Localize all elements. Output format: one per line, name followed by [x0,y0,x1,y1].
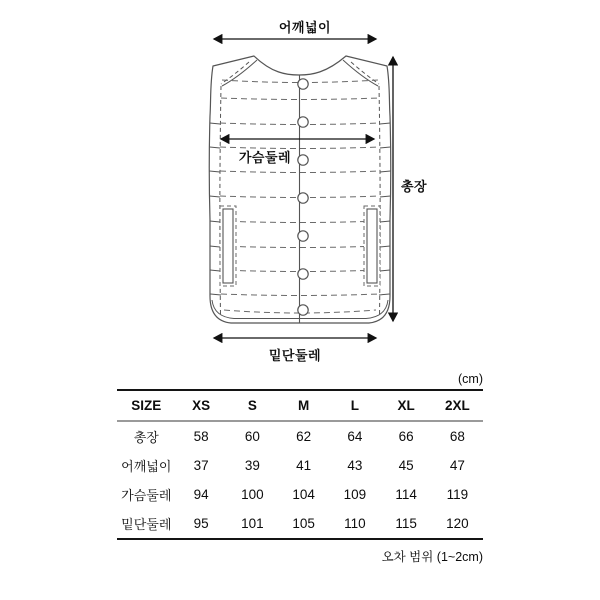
cell-value: 41 [296,458,312,473]
cell-value: 100 [241,487,264,502]
cell-value: 105 [292,516,315,531]
cell-value: 37 [193,458,209,473]
col-header-2xl: 2XL [432,390,483,421]
cell-value: 119 [446,487,469,502]
row-label: 어깨넓이 [121,459,172,474]
total-length-label: 총장 [401,179,428,194]
chest-label: 가슴둘레 [238,150,292,165]
cell-value: 101 [241,516,264,531]
unit-note: (cm) [458,372,483,386]
cell-value: 60 [244,429,260,444]
cell-value: 68 [449,429,465,444]
hem-label: 밑단둘레 [268,348,322,363]
col-header-size: SIZE [117,390,176,421]
cell-value: 58 [193,429,209,444]
cell-value: 94 [193,487,209,502]
tolerance-note: 오차 범위 (1~2cm) [381,550,483,564]
cell-value: 95 [193,516,209,531]
table-row-hem [117,509,483,539]
cell-value: 66 [398,429,414,444]
row-label: 총장 [133,430,159,445]
cell-value: 109 [343,487,367,502]
col-header-l: L [329,390,380,421]
cell-value: 43 [347,458,363,473]
cell-value: 120 [446,516,469,531]
col-header-xl: XL [380,390,431,421]
size-table [117,389,483,540]
col-header-m: M [278,390,329,421]
cell-value: 47 [449,458,465,473]
size-table-header-row [117,390,483,421]
cell-value: 110 [344,516,366,531]
shoulder-width-label: 어깨넓이 [278,20,332,35]
cell-value: 115 [395,516,417,531]
col-header-xs: XS [176,390,227,421]
cell-value: 64 [347,429,363,444]
table-row-chest [117,480,483,509]
cell-value: 114 [395,487,417,502]
row-label: 밑단둘레 [121,517,172,532]
col-header-s: S [227,390,278,421]
cell-value: 39 [244,458,260,473]
table-row-shoulder-width [117,451,483,480]
cell-value: 45 [398,458,414,473]
row-label: 가슴둘레 [121,488,172,503]
cell-value: 62 [296,429,312,444]
table-row-total-length [117,421,483,451]
cell-value: 104 [292,487,315,502]
size-table-section [117,371,483,565]
